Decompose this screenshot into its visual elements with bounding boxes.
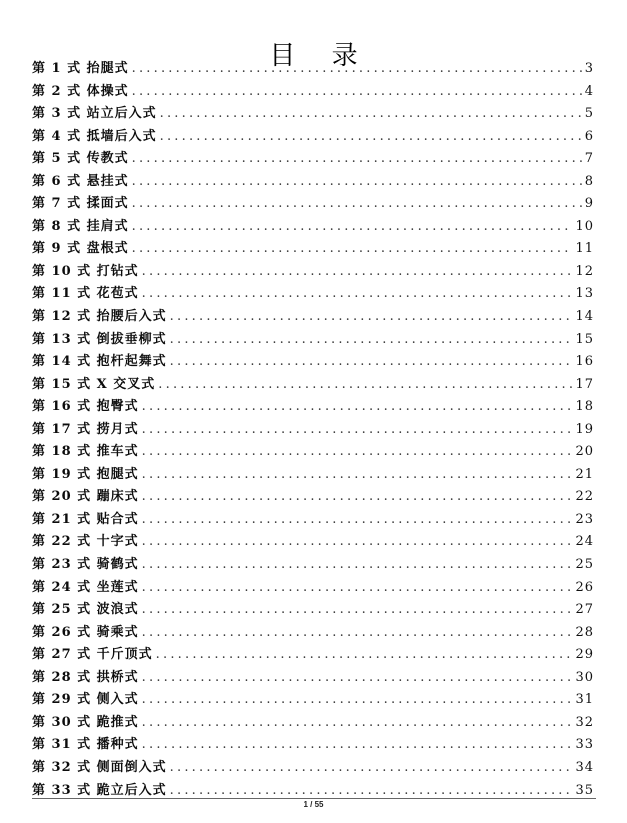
toc-leader-dots [142, 283, 573, 306]
toc-leader-dots [142, 577, 573, 600]
toc-entry-label: 第 18 式 推车式 [32, 444, 139, 460]
toc-entry-label: 第 17 式 捞月式 [32, 421, 139, 437]
toc-entry[interactable] [32, 329, 594, 352]
toc-leader-dots [142, 689, 573, 712]
toc-entry-page-number: 32 [575, 714, 594, 730]
toc-entry-page-number: 15 [575, 331, 594, 347]
toc-entry-label: 第 5 式 传教式 [32, 151, 129, 167]
toc-entry-page-number: 24 [575, 534, 594, 550]
toc-leader-dots [142, 419, 573, 442]
toc-entry-label: 第 12 式 抬腰后入式 [32, 309, 167, 325]
toc-leader-dots [142, 712, 573, 735]
toc-leader-dots [142, 441, 573, 464]
toc-entry[interactable] [32, 734, 594, 757]
toc-entry-page-number: 26 [575, 579, 594, 595]
toc-entry-label: 第 29 式 侧入式 [32, 692, 139, 708]
toc-entry-label: 第 16 式 抱臀式 [32, 399, 139, 415]
toc-entry-page-number: 14 [575, 309, 594, 325]
toc-entry-label: 第 23 式 骑鹤式 [32, 557, 139, 573]
toc-entry-label: 第 6 式 悬挂式 [32, 173, 129, 189]
toc-entry-label: 第 15 式 X 交叉式 [32, 376, 156, 392]
toc-entry[interactable] [32, 554, 594, 577]
toc-entry-label: 第 10 式 打钻式 [32, 263, 139, 279]
toc-entry[interactable] [32, 283, 594, 306]
toc-entry-page-number: 3 [584, 61, 594, 76]
toc-entry[interactable] [32, 216, 594, 239]
toc-leader-dots [170, 306, 573, 329]
toc-entry-label: 第 22 式 十字式 [32, 534, 139, 550]
toc-leader-dots [142, 599, 573, 622]
toc-entry-page-number: 10 [575, 218, 594, 234]
toc-entry-page-number: 33 [575, 737, 594, 753]
toc-entry-label: 第 33 式 跪立后入式 [32, 782, 167, 798]
toc-entry-label: 第 8 式 挂肩式 [32, 218, 129, 234]
toc-entry-label: 第 21 式 贴合式 [32, 511, 139, 527]
toc-entry-label: 第 31 式 播种式 [32, 737, 139, 753]
footer-divider [32, 798, 596, 799]
toc-entry[interactable] [32, 667, 594, 690]
toc-leader-dots [142, 734, 573, 757]
toc-leader-dots [160, 103, 582, 126]
toc-entry[interactable] [32, 757, 594, 780]
toc-entry[interactable] [32, 238, 594, 261]
page-title: 目 录 [269, 41, 372, 72]
toc-entry-label: 第 9 式 盘根式 [32, 241, 129, 257]
toc-entry-page-number: 22 [575, 489, 594, 505]
toc-entry[interactable] [32, 261, 594, 284]
toc-entry-label: 第 27 式 千斤顶式 [32, 647, 153, 663]
toc-entry[interactable] [32, 148, 594, 171]
toc-entry-page-number: 21 [575, 466, 594, 482]
toc-entry-page-number: 9 [584, 196, 594, 212]
toc-entry-page-number: 11 [575, 241, 594, 257]
toc-leader-dots [160, 126, 582, 149]
toc-leader-dots [142, 667, 573, 690]
toc-leader-dots [132, 193, 582, 216]
toc-entry-page-number: 29 [575, 647, 594, 663]
toc-entry-page-number: 13 [575, 286, 594, 302]
toc-leader-dots [170, 329, 573, 352]
toc-leader-dots [158, 374, 572, 397]
toc-entry-page-number: 19 [575, 421, 594, 437]
toc-entry-label: 第 20 式 蹦床式 [32, 489, 139, 505]
toc-entry-page-number: 20 [575, 444, 594, 460]
toc-entry-page-number: 27 [575, 602, 594, 618]
toc-leader-dots [142, 396, 573, 419]
toc-entry-label: 第 4 式 抵墙后入式 [32, 128, 157, 144]
toc-entry-page-number: 7 [584, 151, 594, 167]
toc-entry-label: 第 13 式 倒拔垂柳式 [32, 331, 167, 347]
toc-leader-dots [132, 171, 582, 194]
toc-entry[interactable] [32, 351, 594, 374]
toc-entry-label: 第 24 式 坐莲式 [32, 579, 139, 595]
toc-entry[interactable] [32, 103, 594, 126]
toc-entry-label: 第 28 式 拱桥式 [32, 669, 139, 685]
toc-entry-page-number: 5 [584, 106, 594, 122]
toc-leader-dots [132, 148, 582, 171]
toc-leader-dots [142, 261, 573, 284]
toc-leader-dots [156, 644, 573, 667]
toc-entry-page-number: 25 [575, 557, 594, 573]
toc-entry-page-number: 34 [575, 759, 594, 775]
toc-entry-page-number: 17 [575, 376, 594, 392]
toc-entry[interactable] [32, 171, 594, 194]
toc-entry-page-number: 30 [575, 669, 594, 685]
toc-leader-dots [142, 509, 573, 532]
toc-entry[interactable] [32, 464, 594, 487]
toc-entry-label: 第 1 式 抬腿式 [32, 61, 129, 76]
toc-entry[interactable] [32, 644, 594, 667]
toc-entry[interactable] [32, 599, 594, 622]
toc-entry[interactable] [32, 531, 594, 554]
toc-leader-dots [132, 81, 582, 104]
toc-entry-page-number: 12 [575, 263, 594, 279]
toc-leader-dots [142, 464, 573, 487]
toc-entry-label: 第 30 式 跪推式 [32, 714, 139, 730]
toc-entry-label: 第 19 式 抱腿式 [32, 466, 139, 482]
toc-leader-dots [142, 622, 573, 645]
toc-entry[interactable] [32, 622, 594, 645]
toc-entry-page-number: 6 [584, 128, 594, 144]
toc-entry-label: 第 14 式 抱杆起舞式 [32, 354, 167, 370]
toc-entry[interactable] [32, 509, 594, 532]
toc-entry-page-number: 28 [575, 624, 594, 640]
toc-leader-dots [142, 486, 573, 509]
toc-entry[interactable] [32, 486, 594, 509]
toc-entry[interactable] [32, 441, 594, 464]
toc-entry-page-number: 4 [584, 83, 594, 99]
toc-entry-page-number: 31 [575, 692, 594, 708]
toc-entry-label: 第 7 式 揉面式 [32, 196, 129, 212]
toc-leader-dots [142, 554, 573, 577]
toc-entry[interactable] [32, 193, 594, 216]
toc-entry[interactable] [32, 306, 594, 329]
toc-entry[interactable] [32, 126, 594, 149]
toc-entry[interactable] [32, 577, 594, 600]
toc-leader-dots [170, 757, 573, 780]
toc-entry[interactable] [32, 396, 594, 419]
toc-entry[interactable] [32, 374, 594, 397]
toc-entry[interactable] [32, 58, 594, 81]
toc-entry-page-number: 35 [575, 782, 594, 798]
toc-entry-page-number: 18 [575, 399, 594, 415]
toc-entry-label: 第 32 式 侧面倒入式 [32, 759, 167, 775]
toc-leader-dots [142, 531, 573, 554]
table-of-contents [32, 58, 594, 802]
toc-leader-dots [132, 238, 573, 261]
toc-entry-label: 第 11 式 花苞式 [32, 286, 139, 302]
toc-entry[interactable] [32, 419, 594, 442]
toc-entry-label: 第 26 式 骑乘式 [32, 624, 139, 640]
page-counter: 1 / 55 [303, 800, 324, 809]
toc-leader-dots [170, 351, 573, 374]
toc-entry-label: 第 2 式 体操式 [32, 83, 129, 99]
toc-entry[interactable] [32, 712, 594, 735]
toc-entry-page-number: 16 [575, 354, 594, 370]
toc-entry-label: 第 25 式 波浪式 [32, 602, 139, 618]
toc-entry-page-number: 8 [584, 173, 594, 189]
toc-leader-dots [132, 216, 573, 239]
toc-entry-page-number: 23 [575, 511, 594, 527]
toc-leader-dots [132, 58, 582, 81]
toc-entry-label: 第 3 式 站立后入式 [32, 106, 157, 122]
toc-entry[interactable] [32, 689, 594, 712]
toc-entry[interactable] [32, 81, 594, 104]
